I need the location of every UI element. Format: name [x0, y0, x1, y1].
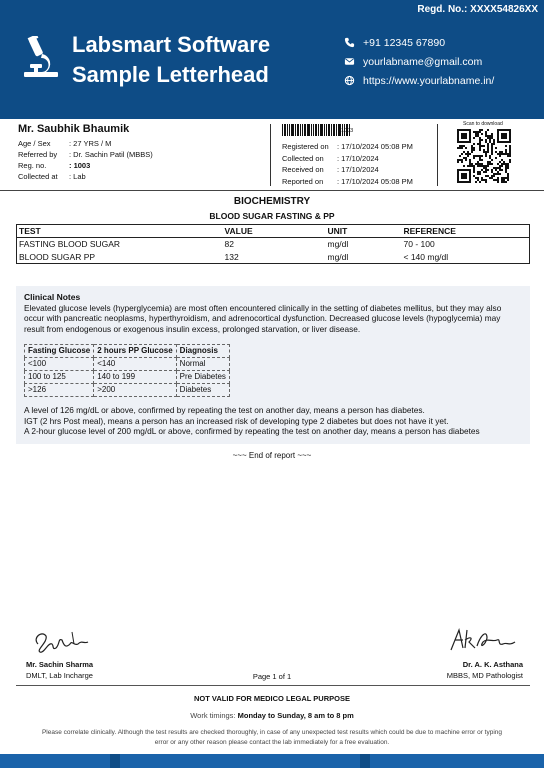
barcode-bar [282, 124, 283, 136]
footer-bar [0, 754, 544, 768]
col-pp: 2 hours PP Glucose [94, 345, 176, 358]
registration-number: Regd. No.: XXXX54826XX [417, 4, 538, 15]
signature-left-image [28, 624, 98, 656]
footer-bar-segment [120, 754, 360, 768]
footer-divider [16, 685, 530, 686]
barcode-bar [313, 124, 314, 136]
phone-icon [344, 37, 355, 48]
divider-left [270, 124, 271, 186]
barcode-bar [331, 124, 332, 136]
barcode-bar [333, 124, 335, 136]
barcode-bar [324, 124, 325, 136]
barcode-bar [336, 124, 337, 136]
barcode-bar [320, 124, 323, 136]
test-value: 132 [223, 251, 326, 264]
date-row-reported [282, 176, 413, 188]
website-link[interactable]: https://www.yourlabname.in/ [363, 74, 495, 87]
notes-title: Clinical Notes [24, 292, 81, 302]
collected-at-label: Collected at [18, 172, 58, 181]
table-row [25, 371, 230, 384]
age-value: : 27 YRS / M [69, 139, 112, 148]
letterhead-header [0, 0, 544, 119]
barcode-bar [291, 124, 294, 136]
reported-label: Reported on [282, 176, 324, 186]
barcode-bar [297, 124, 299, 136]
footer-bar-segment [370, 754, 544, 768]
pp-cell: >200 [94, 384, 176, 397]
col-test: TEST [17, 225, 223, 238]
barcode-bar [289, 124, 290, 136]
qr-code[interactable] [457, 129, 511, 183]
referred-label: Referred by [18, 150, 58, 159]
patient-row-referred [18, 149, 153, 160]
header-divider [0, 190, 544, 191]
pp-cell: 140 to 199 [94, 371, 176, 384]
collected-at-value: : Lab [69, 172, 86, 181]
reported-value: : 17/10/2024 05:08 PM [337, 176, 413, 186]
patient-row-reg [18, 160, 153, 171]
patient-details [18, 123, 153, 182]
globe-icon [344, 75, 355, 86]
table-row [25, 384, 230, 397]
website-row [344, 71, 494, 90]
work-timings [0, 711, 544, 720]
reg-label: Reg. no. [18, 161, 47, 170]
col-fasting: Fasting Glucose [25, 345, 94, 358]
qr-caption: Scan to download [463, 121, 503, 127]
email-row [344, 52, 494, 71]
registered-label: Registered on [282, 142, 329, 152]
footer-bar-segment [0, 754, 110, 768]
patient-row-age [18, 138, 153, 149]
barcode-bar [326, 124, 327, 136]
collected-value: : 17/10/2024 [337, 153, 379, 163]
results-header-row [17, 225, 530, 238]
age-label: Age / Sex [18, 139, 51, 148]
patient-name: Mr. Saubhik Bhaumik [18, 123, 130, 135]
report-dates [282, 141, 413, 187]
barcode-bar [318, 124, 319, 136]
page-number: Page 1 of 1 [252, 672, 292, 681]
signer-right-title: MBBS, MD Pathologist [446, 671, 523, 680]
fasting-cell: >126 [25, 384, 94, 397]
glucose-reference-table [24, 344, 230, 397]
col-value: VALUE [223, 225, 326, 238]
received-value: : 17/10/2024 [337, 165, 379, 175]
diagnosis-cell: Normal [176, 358, 229, 371]
date-row-collected [282, 153, 413, 165]
table-row [17, 238, 530, 251]
lab-brand-name [72, 30, 270, 90]
barcode-bar [315, 124, 317, 136]
patient-row-collected [18, 171, 153, 182]
barcode-bar [304, 124, 306, 136]
referred-value: : Dr. Sachin Patil (MBBS) [69, 150, 153, 159]
end-of-report: ~~~ End of report ~~~ [232, 451, 312, 460]
notes-paragraph: Elevated glucose levels (hyperglycemia) are most often encountered clinically in the setting of diabetes mellitus, but they may also occur with pancreatic neoplasms, hyperthyroidism, and adrenocortical dysfunction. Decreased glucose levels (hypoglycemia) may result from endogenous or exogenous insulin excess, prolonged starvation, or liver disease. [24, 302, 502, 334]
reg-value: : 1003 [69, 161, 91, 170]
date-row-registered [282, 141, 413, 153]
diagnosis-cell: Pre Diabetes [176, 371, 229, 384]
fasting-cell: 100 to 125 [25, 371, 94, 384]
email-address[interactable]: yourlabname@gmail.com [363, 55, 483, 68]
phone-row [344, 33, 494, 52]
email-icon [344, 56, 355, 67]
disclaimer-text: Please correlate clinically. Although the test results are checked thoroughly, in case of any unexpected test results which could be due to machine error or typing error or any other reason please contact the lab immediately for a free evaluation. [41, 729, 503, 746]
brand-line-1: Labsmart Software [72, 32, 271, 57]
test-name: FASTING BLOOD SUGAR [19, 239, 121, 250]
not-valid-notice: NOT VALID FOR MEDICO LEGAL PURPOSE [194, 694, 350, 703]
date-row-received [282, 164, 413, 176]
signature-right-image [445, 624, 523, 656]
test-unit: mg/dl [326, 251, 402, 264]
barcode-bar [287, 124, 288, 136]
contact-info [344, 33, 494, 90]
table-row [17, 251, 530, 264]
barcode-bar [328, 124, 330, 136]
timings-label: Work timings: [190, 711, 236, 720]
microscope-logo-icon [22, 36, 60, 80]
col-unit: UNIT [326, 225, 402, 238]
test-unit: mg/dl [327, 239, 349, 250]
notes-line-2: IGT (2 hrs Post meal), means a person has an increased risk of developing type 2 diabetes but does not have it yet. [24, 415, 449, 426]
results-table [16, 224, 530, 264]
glucose-header-row [25, 345, 230, 358]
pp-cell: <140 [94, 358, 176, 371]
barcode-bar [284, 124, 286, 136]
barcode-bar [295, 124, 296, 136]
diagnosis-cell: Diabetes [176, 384, 229, 397]
barcode-number: 1003 [341, 128, 354, 134]
signer-right [447, 660, 523, 680]
barcode-bar [300, 124, 301, 136]
received-label: Received on [282, 165, 324, 175]
col-diagnosis: Diagnosis [176, 345, 229, 358]
fasting-cell: <100 [25, 358, 94, 371]
signer-left-title: DMLT, Lab Incharge [26, 671, 93, 680]
col-reference: REFERENCE [402, 225, 530, 238]
collected-label: Collected on [282, 153, 324, 163]
test-title: BLOOD SUGAR FASTING & PP [209, 211, 335, 221]
table-row [25, 358, 230, 371]
signer-left-name: Mr. Sachin Sharma [26, 660, 94, 669]
timings-value: Monday to Sunday, 8 am to 8 pm [237, 711, 354, 720]
brand-line-2: Sample Letterhead [72, 62, 269, 87]
barcode-bar [307, 124, 310, 136]
test-reference: < 140 mg/dl [402, 251, 530, 264]
test-value: 82 [224, 239, 234, 250]
phone-number: +91 12345 67890 [363, 36, 446, 49]
clinical-notes [16, 286, 530, 444]
signer-right-name: Dr. A. K. Asthana [462, 660, 523, 669]
department-title: BIOCHEMISTRY [233, 196, 311, 207]
divider-right [437, 124, 438, 186]
barcode-bar [302, 124, 303, 136]
notes-line-1: A level of 126 mg/dL or above, confirmed by repeating the test on another day, means a person has diabetes. [24, 405, 425, 415]
barcode-bar [311, 124, 312, 136]
registered-value: : 17/10/2024 05:08 PM [337, 142, 413, 152]
test-name: BLOOD SUGAR PP [17, 251, 223, 264]
notes-line-3: A 2-hour glucose level of 200 mg/dL or above, confirmed by repeating the test on another day, means a person has diabetes [24, 426, 480, 436]
test-reference: 70 - 100 [403, 239, 435, 250]
